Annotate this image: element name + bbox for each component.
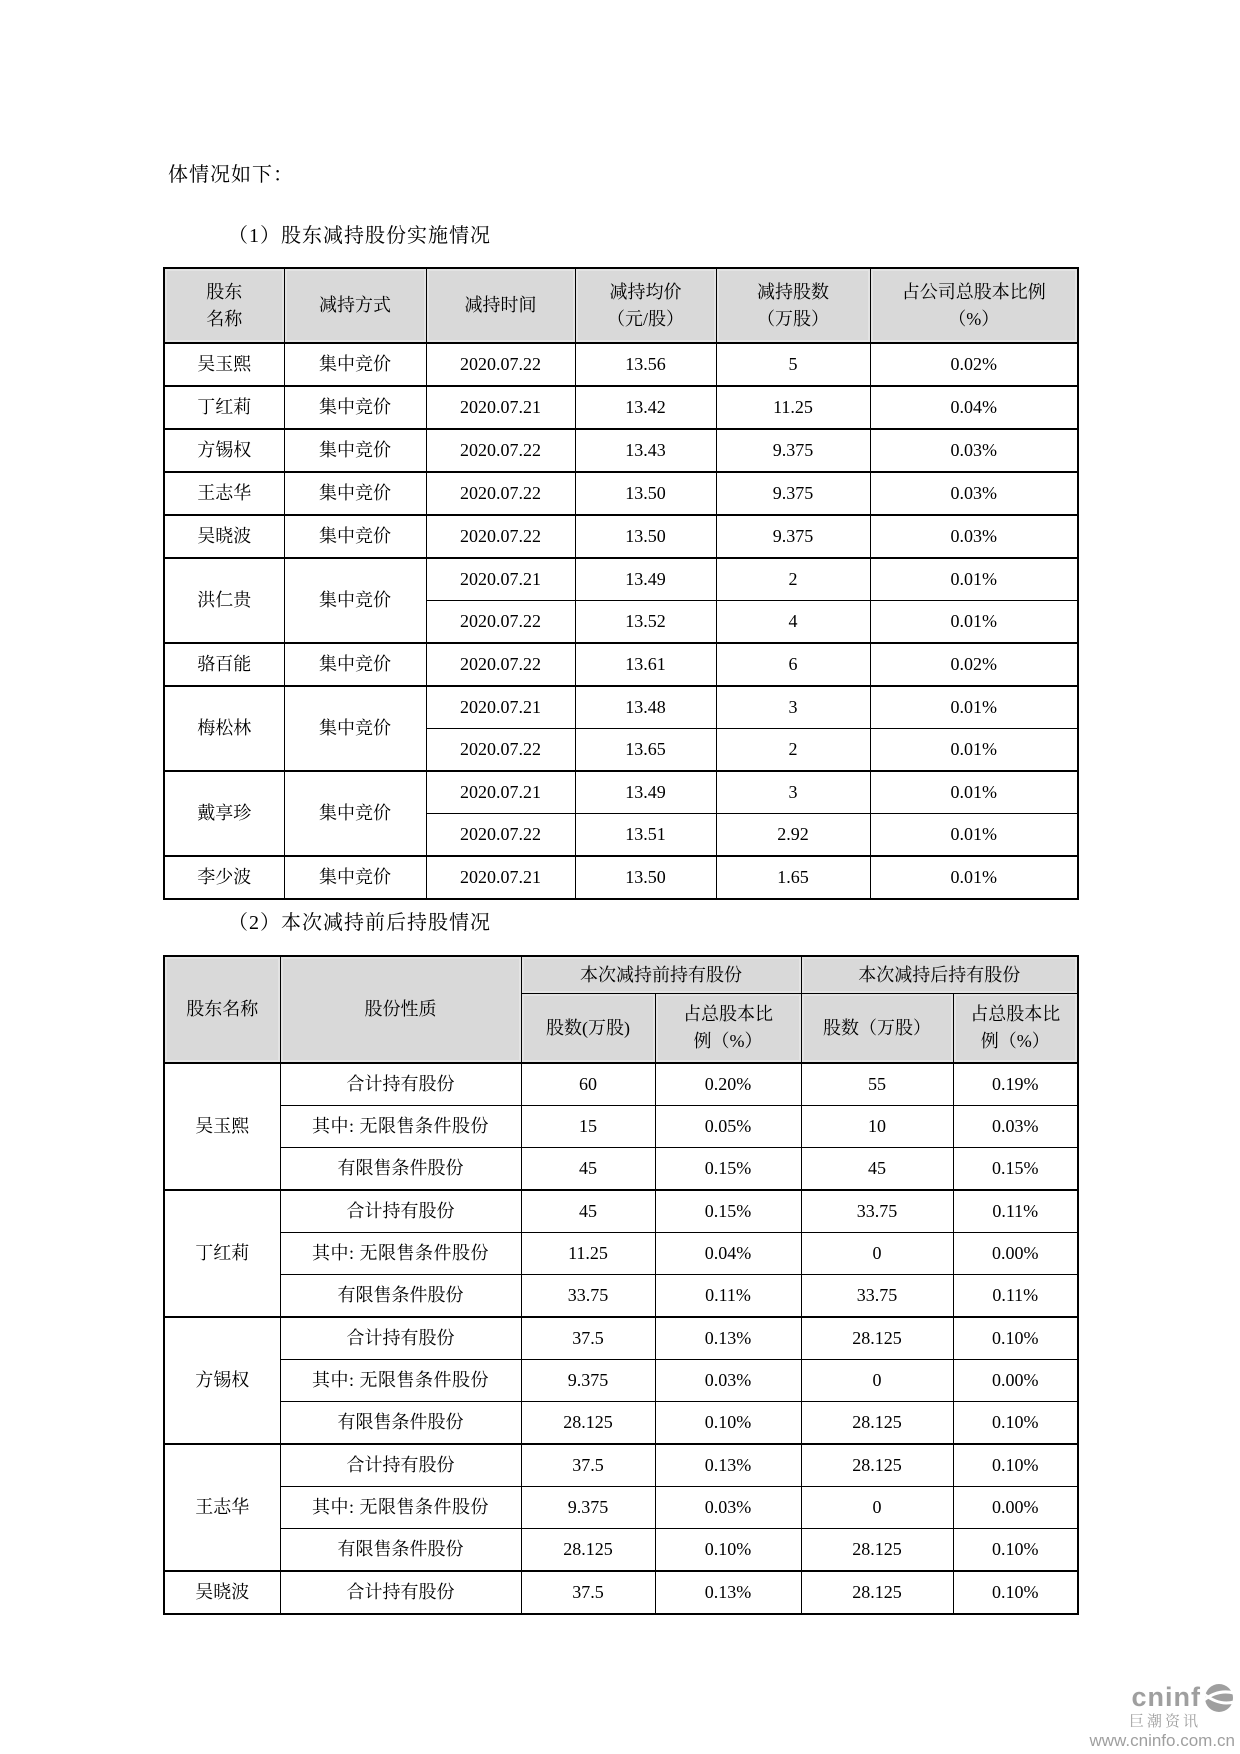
share-nature-cell: 合计持有股份 (280, 1190, 521, 1233)
table1-row (164, 643, 1078, 686)
shareholder-name-cell: 梅松林 (164, 686, 284, 771)
shares-reduced-cell: 1.65 (716, 856, 870, 899)
header-line: 减持股数 (757, 281, 829, 302)
post-pct-cell: 0.10% (953, 1402, 1078, 1445)
average-price-cell: 13.50 (575, 515, 716, 558)
pre-pct-cell: 0.15% (655, 1148, 801, 1191)
share-nature-cell: 合计持有股份 (280, 1317, 521, 1360)
post-shares-cell: 28.125 (801, 1317, 953, 1360)
post-shares-cell: 0 (801, 1233, 953, 1275)
shareholder-name-cell: 洪仁贵 (164, 558, 284, 643)
shareholder-name-cell: 骆百能 (164, 643, 284, 686)
reduction-date-cell: 2020.07.22 (426, 814, 575, 857)
cninfo-brand-row (995, 1682, 1235, 1714)
post-shares-cell: 55 (801, 1063, 953, 1106)
pre-shares-cell: 60 (521, 1063, 655, 1106)
header-line: 例（%） (980, 1030, 1050, 1051)
reduction-date-cell: 2020.07.21 (426, 856, 575, 899)
cninfo-footer-logo (995, 1682, 1235, 1750)
pct-of-total-cell: 0.01% (870, 771, 1078, 814)
pre-shares-cell: 15 (521, 1106, 655, 1148)
col-group-header-after: 本次减持后持有股份 (801, 956, 1078, 993)
table1-row (164, 686, 1078, 729)
header-line: 占总股本比 (970, 1003, 1061, 1024)
pct-of-total-cell: 0.02% (870, 643, 1078, 686)
col-group-header-before: 本次减持前持有股份 (521, 956, 801, 993)
share-nature-cell: 合计持有股份 (280, 1063, 521, 1106)
header-line: 减持均价 (609, 281, 682, 302)
average-price-cell: 13.51 (575, 814, 716, 857)
reduction-date-cell: 2020.07.22 (426, 472, 575, 515)
share-nature-cell: 有限售条件股份 (280, 1148, 521, 1191)
share-nature-cell: 其中: 无限售条件股份 (280, 1106, 521, 1148)
table1-row (164, 856, 1078, 899)
shareholder-name-cell: 吴晓波 (164, 1571, 280, 1614)
share-nature-cell: 合计持有股份 (280, 1444, 521, 1487)
intro-text: 体情况如下： (168, 164, 294, 186)
cninfo-brand-text: cninf (1131, 1682, 1201, 1713)
pre-shares-cell: 37.5 (521, 1444, 655, 1487)
shares-reduced-cell: 2.92 (716, 814, 870, 857)
header-line: （万股） (757, 308, 829, 329)
table2-row (164, 1190, 1078, 1233)
pre-shares-cell: 28.125 (521, 1529, 655, 1572)
reduction-date-cell: 2020.07.22 (426, 643, 575, 686)
post-shares-cell: 45 (801, 1148, 953, 1191)
section2-title: （2）本次减持前后持股情况 (228, 912, 491, 934)
col-header-shareholder-name (164, 268, 284, 343)
reduction-date-cell: 2020.07.22 (426, 515, 575, 558)
shareholder-name-cell: 方锡权 (164, 429, 284, 472)
average-price-cell: 13.65 (575, 729, 716, 772)
cninfo-url: www.cninfo.com.cn (1089, 1730, 1235, 1750)
pct-of-total-cell: 0.01% (870, 686, 1078, 729)
post-pct-cell: 0.10% (953, 1529, 1078, 1572)
table2-row (164, 1529, 1078, 1572)
shareholder-name-cell: 李少波 (164, 856, 284, 899)
shares-reduced-cell: 4 (716, 601, 870, 644)
post-shares-cell: 28.125 (801, 1529, 953, 1572)
table2-row (164, 1233, 1078, 1275)
share-nature-cell: 有限售条件股份 (280, 1402, 521, 1445)
pct-of-total-cell: 0.03% (870, 429, 1078, 472)
post-pct-cell: 0.00% (953, 1233, 1078, 1275)
pre-pct-cell: 0.15% (655, 1190, 801, 1233)
reduction-method-cell: 集中竞价 (284, 771, 426, 856)
col-header-post-pct (953, 993, 1078, 1063)
post-shares-cell: 0 (801, 1487, 953, 1529)
pre-shares-cell: 9.375 (521, 1360, 655, 1402)
post-pct-cell: 0.03% (953, 1106, 1078, 1148)
post-pct-cell: 0.10% (953, 1571, 1078, 1614)
average-price-cell: 13.48 (575, 686, 716, 729)
pct-of-total-cell: 0.03% (870, 515, 1078, 558)
shareholder-name-cell: 王志华 (164, 472, 284, 515)
reduction-method-cell: 集中竞价 (284, 643, 426, 686)
shares-reduced-cell: 3 (716, 771, 870, 814)
pre-shares-cell: 37.5 (521, 1571, 655, 1614)
reduction-implementation-table (163, 267, 1079, 900)
shares-reduced-cell: 6 (716, 643, 870, 686)
header-line: 例（%） (693, 1030, 763, 1051)
reduction-method-cell: 集中竞价 (284, 515, 426, 558)
table2-row (164, 1402, 1078, 1445)
col-header-shares-reduced (716, 268, 870, 343)
pre-pct-cell: 0.13% (655, 1317, 801, 1360)
share-nature-cell: 有限售条件股份 (280, 1275, 521, 1318)
shareholder-name-cell: 戴享珍 (164, 771, 284, 856)
average-price-cell: 13.43 (575, 429, 716, 472)
post-pct-cell: 0.19% (953, 1063, 1078, 1106)
pre-pct-cell: 0.04% (655, 1233, 801, 1275)
pre-pct-cell: 0.20% (655, 1063, 801, 1106)
reduction-method-cell: 集中竞价 (284, 558, 426, 643)
col-header-post-shares: 股数（万股） (801, 993, 953, 1063)
reduction-method-cell: 集中竞价 (284, 686, 426, 771)
col-header-average-price (575, 268, 716, 343)
pct-of-total-cell: 0.01% (870, 601, 1078, 644)
shareholder-name-cell: 丁红莉 (164, 386, 284, 429)
reduction-date-cell: 2020.07.22 (426, 601, 575, 644)
header-line: （元/股） (606, 308, 684, 329)
table1-row (164, 771, 1078, 814)
table1-row (164, 472, 1078, 515)
table1-row (164, 386, 1078, 429)
pre-pct-cell: 0.03% (655, 1360, 801, 1402)
pct-of-total-cell: 0.02% (870, 343, 1078, 386)
table2-row (164, 1317, 1078, 1360)
pre-shares-cell: 33.75 (521, 1275, 655, 1318)
shares-reduced-cell: 9.375 (716, 429, 870, 472)
cninfo-swirl-icon (1203, 1682, 1235, 1714)
header-line: 股东 (206, 281, 243, 302)
header-line: 名称 (206, 308, 243, 329)
post-pct-cell: 0.00% (953, 1487, 1078, 1529)
share-nature-cell: 其中: 无限售条件股份 (280, 1360, 521, 1402)
post-shares-cell: 28.125 (801, 1571, 953, 1614)
reduction-date-cell: 2020.07.21 (426, 558, 575, 601)
pct-of-total-cell: 0.01% (870, 729, 1078, 772)
table2-row (164, 1444, 1078, 1487)
post-pct-cell: 0.10% (953, 1444, 1078, 1487)
col-header-share-nature: 股份性质 (280, 956, 521, 1063)
shares-reduced-cell: 2 (716, 558, 870, 601)
reduction-date-cell: 2020.07.22 (426, 343, 575, 386)
average-price-cell: 13.49 (575, 771, 716, 814)
share-nature-cell: 有限售条件股份 (280, 1529, 521, 1572)
pre-pct-cell: 0.03% (655, 1487, 801, 1529)
pre-shares-cell: 28.125 (521, 1402, 655, 1445)
reduction-date-cell: 2020.07.21 (426, 686, 575, 729)
pre-shares-cell: 45 (521, 1190, 655, 1233)
pre-shares-cell: 45 (521, 1148, 655, 1191)
reduction-date-cell: 2020.07.21 (426, 771, 575, 814)
pre-shares-cell: 37.5 (521, 1317, 655, 1360)
average-price-cell: 13.49 (575, 558, 716, 601)
table1-row (164, 429, 1078, 472)
cninfo-brand-chinese: 巨潮资讯 (1128, 1713, 1201, 1730)
col-header-reduction-time: 减持时间 (426, 268, 575, 343)
pct-of-total-cell: 0.01% (870, 558, 1078, 601)
table1-row (164, 515, 1078, 558)
table2-row (164, 1571, 1078, 1614)
post-shares-cell: 0 (801, 1360, 953, 1402)
shares-reduced-cell: 9.375 (716, 515, 870, 558)
reduction-method-cell: 集中竞价 (284, 386, 426, 429)
table1-header-row (164, 268, 1078, 343)
pct-of-total-cell: 0.03% (870, 472, 1078, 515)
pre-pct-cell: 0.11% (655, 1275, 801, 1318)
col-header-pre-shares: 股数(万股) (521, 993, 655, 1063)
col-header-shareholder-name: 股东名称 (164, 956, 280, 1063)
share-nature-cell: 合计持有股份 (280, 1571, 521, 1614)
share-nature-cell: 其中: 无限售条件股份 (280, 1233, 521, 1275)
table2-header-row-1 (164, 956, 1078, 993)
table2-row (164, 1063, 1078, 1106)
table2-row (164, 1148, 1078, 1191)
average-price-cell: 13.61 (575, 643, 716, 686)
shares-reduced-cell: 5 (716, 343, 870, 386)
pct-of-total-cell: 0.01% (870, 856, 1078, 899)
post-shares-cell: 28.125 (801, 1444, 953, 1487)
shareholder-name-cell: 吴玉熙 (164, 1063, 280, 1190)
post-pct-cell: 0.15% (953, 1148, 1078, 1191)
header-line: （%） (948, 308, 1000, 329)
reduction-date-cell: 2020.07.22 (426, 729, 575, 772)
average-price-cell: 13.42 (575, 386, 716, 429)
pre-shares-cell: 11.25 (521, 1233, 655, 1275)
shareholder-name-cell: 方锡权 (164, 1317, 280, 1444)
pre-pct-cell: 0.05% (655, 1106, 801, 1148)
pre-pct-cell: 0.13% (655, 1444, 801, 1487)
shares-reduced-cell: 3 (716, 686, 870, 729)
reduction-method-cell: 集中竞价 (284, 472, 426, 515)
section1-title: （1）股东减持股份实施情况 (228, 225, 491, 247)
average-price-cell: 13.50 (575, 472, 716, 515)
reduction-method-cell: 集中竞价 (284, 429, 426, 472)
col-header-pre-pct (655, 993, 801, 1063)
holdings-before-after-table (163, 955, 1079, 1615)
reduction-date-cell: 2020.07.22 (426, 429, 575, 472)
pre-pct-cell: 0.10% (655, 1529, 801, 1572)
shareholder-name-cell: 丁红莉 (164, 1190, 280, 1317)
post-pct-cell: 0.11% (953, 1190, 1078, 1233)
average-price-cell: 13.52 (575, 601, 716, 644)
header-line: 占总股本比 (683, 1003, 773, 1024)
reduction-method-cell: 集中竞价 (284, 856, 426, 899)
pre-pct-cell: 0.13% (655, 1571, 801, 1614)
shares-reduced-cell: 2 (716, 729, 870, 772)
average-price-cell: 13.56 (575, 343, 716, 386)
shares-reduced-cell: 9.375 (716, 472, 870, 515)
table1-row (164, 558, 1078, 601)
post-shares-cell: 28.125 (801, 1402, 953, 1445)
pre-shares-cell: 9.375 (521, 1487, 655, 1529)
table2-row (164, 1360, 1078, 1402)
shares-reduced-cell: 11.25 (716, 386, 870, 429)
post-pct-cell: 0.10% (953, 1317, 1078, 1360)
header-line: 占公司总股本比例 (901, 281, 1046, 302)
table2-row (164, 1106, 1078, 1148)
col-header-pct-of-total (870, 268, 1078, 343)
reduction-method-cell: 集中竞价 (284, 343, 426, 386)
shareholder-name-cell: 吴玉熙 (164, 343, 284, 386)
pct-of-total-cell: 0.01% (870, 814, 1078, 857)
shareholder-name-cell: 吴晓波 (164, 515, 284, 558)
col-header-reduction-method: 减持方式 (284, 268, 426, 343)
shareholder-name-cell: 王志华 (164, 1444, 280, 1571)
post-shares-cell: 10 (801, 1106, 953, 1148)
table2-row (164, 1275, 1078, 1318)
pre-pct-cell: 0.10% (655, 1402, 801, 1445)
table2-row (164, 1487, 1078, 1529)
share-nature-cell: 其中: 无限售条件股份 (280, 1487, 521, 1529)
table1-row (164, 343, 1078, 386)
post-shares-cell: 33.75 (801, 1190, 953, 1233)
post-pct-cell: 0.00% (953, 1360, 1078, 1402)
post-pct-cell: 0.11% (953, 1275, 1078, 1318)
post-shares-cell: 33.75 (801, 1275, 953, 1318)
average-price-cell: 13.50 (575, 856, 716, 899)
pct-of-total-cell: 0.04% (870, 386, 1078, 429)
reduction-date-cell: 2020.07.21 (426, 386, 575, 429)
